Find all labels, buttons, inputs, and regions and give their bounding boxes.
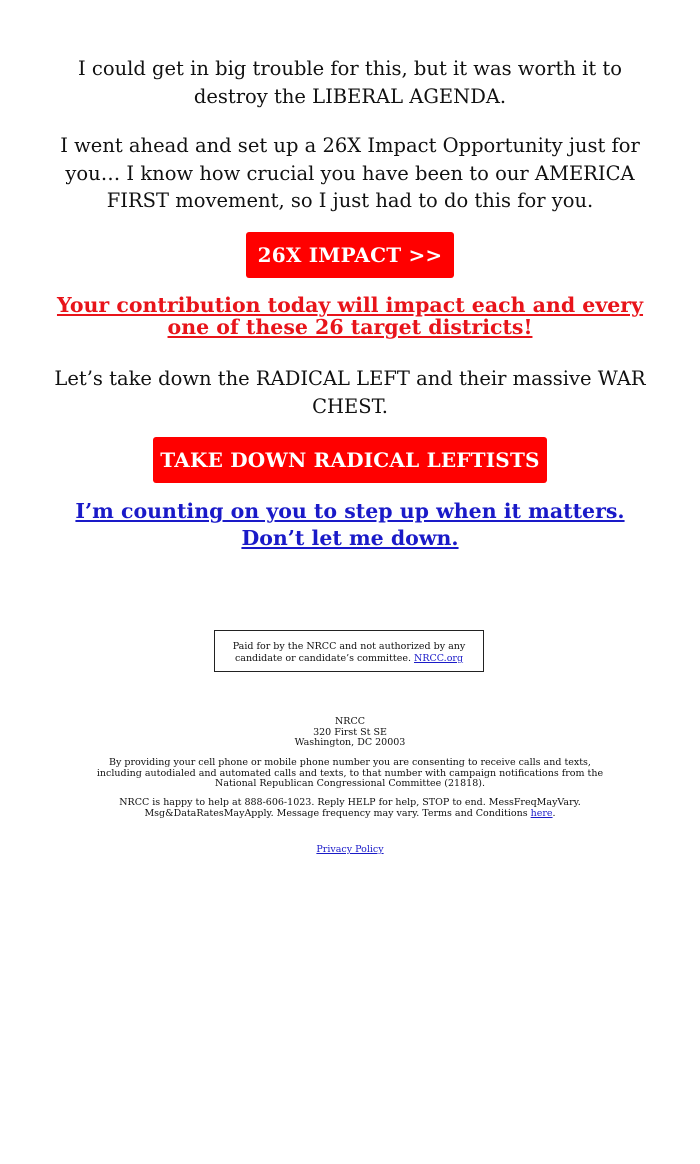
sms-consent-text: By providing your cell phone or mobile phone number you are consenting to receive calls and texts, including autodialed and automated calls and texts, to that number with campaign notifications from the National Republican Congressional Committee (21818). [96, 757, 604, 789]
takedown-paragraph: Let’s take down the RADICAL LEFT and their massive WAR CHEST. [54, 367, 646, 418]
help-body: NRCC is happy to help at 888-606-1023. Reply HELP for help, STOP to end. MessFreqMayVary. Msg&DataRatesMayApply. Message frequency may vary. Terms and Conditions [119, 797, 581, 819]
intro-paragraph-1: I could get in big trouble for this, but it was worth it to destroy the LIBERAL AGENDA. [78, 57, 622, 108]
disclaimer-text: Paid for by the NRCC and not authorized by any candidate or candidate’s committee. [232, 641, 466, 664]
counting-on-you-link[interactable]: I’m counting on you to step up when it matters. Don’t let me down. [75, 499, 625, 550]
help-suffix: . [552, 807, 556, 819]
privacy-policy-link[interactable]: Privacy Policy [316, 844, 384, 855]
impact-districts-link[interactable]: Your contribution today will impact each and every one of these 26 target districts! [56, 293, 644, 339]
mailing-address [95, 717, 605, 749]
take-down-leftists-button[interactable]: TAKE DOWN RADICAL LEFTISTS [153, 437, 547, 483]
address-org: NRCC [334, 716, 365, 727]
nrcc-org-link[interactable]: NRCC.org [414, 652, 464, 664]
privacy-policy-row [95, 845, 605, 856]
impact-26x-button[interactable]: 26X IMPACT >> [246, 232, 454, 278]
help-text [95, 798, 605, 819]
paid-for-disclaimer [214, 630, 484, 672]
address-city: Washington, DC 20003 [294, 737, 406, 748]
address-street: 320 First St SE [313, 726, 387, 738]
intro-paragraph-2: I went ahead and set up a 26X Impact Opportunity just for you… I know how crucial you have been to our AMERICA FIRST movement, so I just had to do this for you. [60, 134, 640, 212]
terms-here-link[interactable]: here [530, 807, 553, 819]
